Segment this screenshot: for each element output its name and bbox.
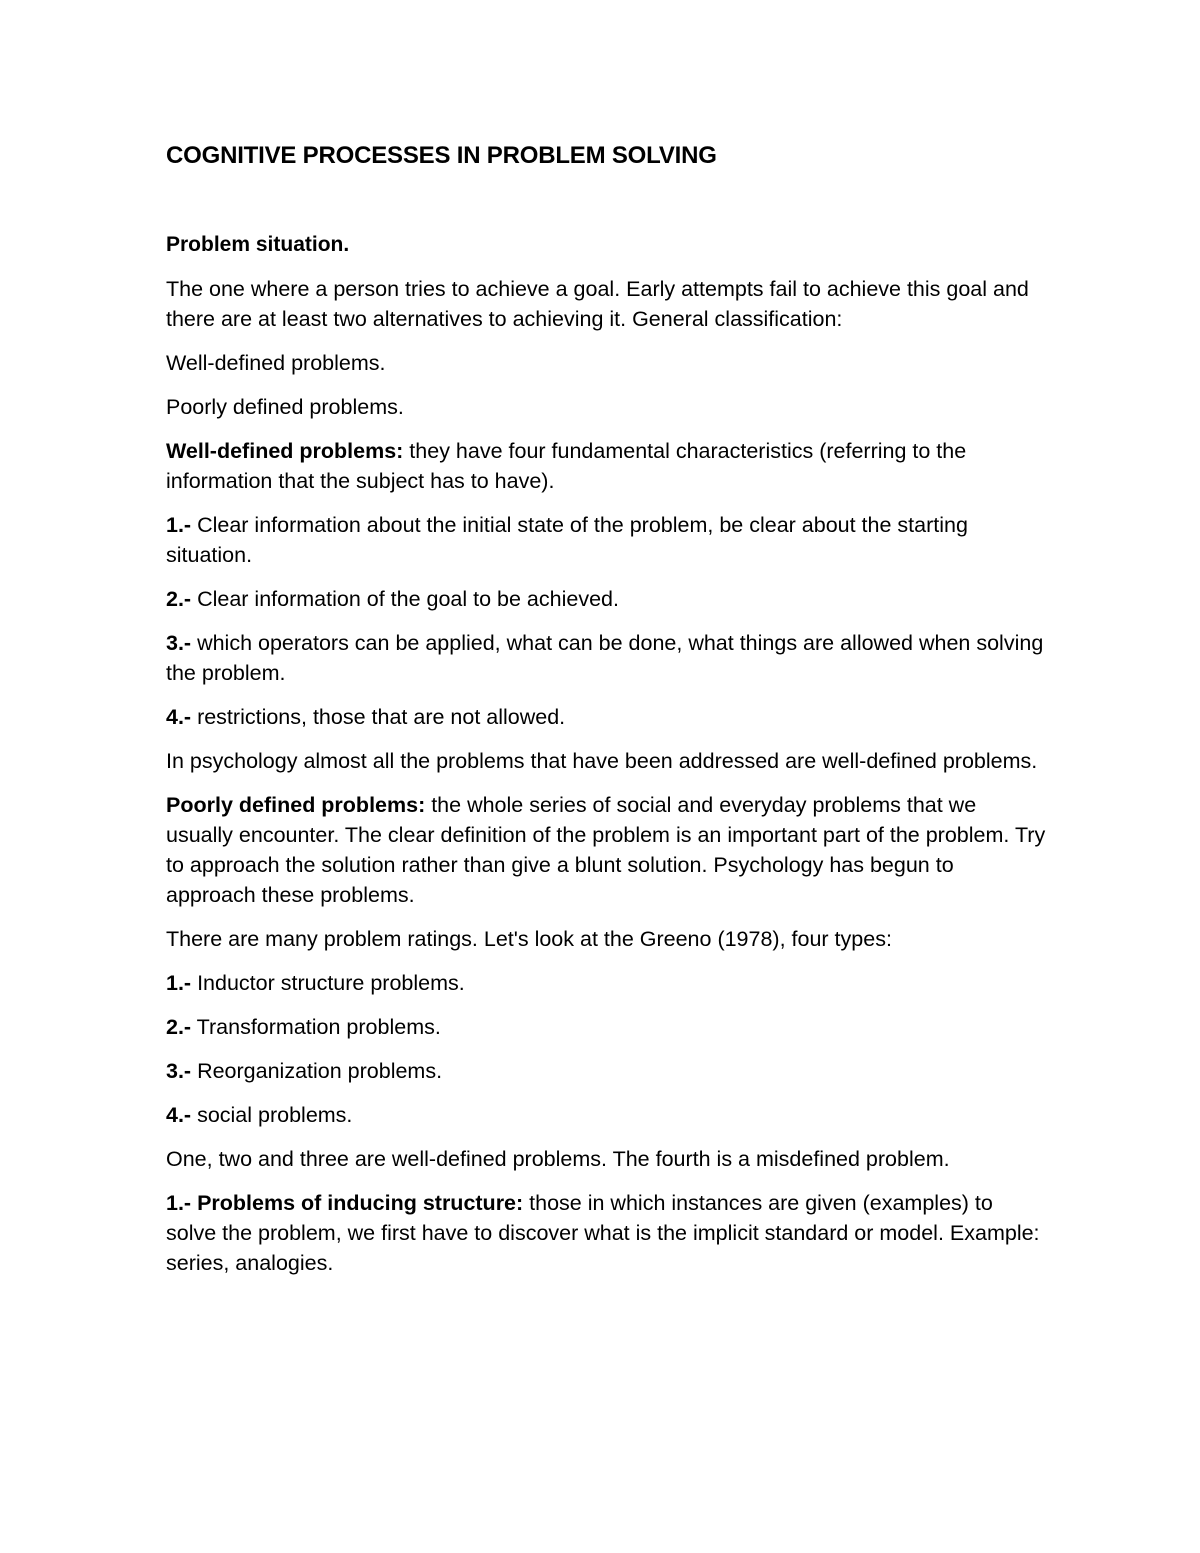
paragraph xyxy=(166,924,1046,954)
list-item xyxy=(166,1100,1046,1130)
list-item xyxy=(166,968,1046,998)
list-item xyxy=(166,584,1046,614)
list-item xyxy=(166,1056,1046,1086)
paragraph-text: they have four fundamental characteristics (referring to the information that the subject has to have). xyxy=(166,439,967,493)
list-item-number: 3.- xyxy=(166,1059,192,1083)
list-item-text: Inductor structure problems. xyxy=(191,971,465,995)
paragraph xyxy=(166,274,1046,334)
list-item-text: social problems. xyxy=(191,1103,353,1127)
list-item-number: 2.- xyxy=(166,1015,192,1039)
list-item-text: Clear information about the initial state of the problem, be clear about the starting situation. xyxy=(166,513,968,567)
list-item xyxy=(166,1012,1046,1042)
paragraph xyxy=(166,746,1046,776)
paragraph-text: The one where a person tries to achieve a goal. Early attempts fail to achieve this goal and there are at least two alternatives to achieving it. General classification: xyxy=(166,277,1029,331)
list-item xyxy=(166,628,1046,688)
list-item-text: Transformation problems. xyxy=(191,1015,441,1039)
paragraph xyxy=(166,1188,1046,1278)
paragraph xyxy=(166,392,1046,422)
section-heading: Problem situation. xyxy=(166,233,350,256)
paragraph-bold-lead: Well-defined problems: xyxy=(166,439,404,463)
list-item-text: which operators can be applied, what can be done, what things are allowed when solving the problem. xyxy=(166,631,1044,685)
paragraph-text: There are many problem ratings. Let's look at the Greeno (1978), four types: xyxy=(166,927,892,951)
list-item-number: 1.- xyxy=(166,513,192,537)
list-item-number: 2.- xyxy=(166,587,192,611)
list-item xyxy=(166,702,1046,732)
paragraph-text: One, two and three are well-defined problems. The fourth is a misdefined problem. xyxy=(166,1147,950,1171)
list-item-number: 1.- xyxy=(166,971,192,995)
paragraph xyxy=(166,1144,1046,1174)
list-item xyxy=(166,510,1046,570)
paragraph-text: In psychology almost all the problems that have been addressed are well-defined problems. xyxy=(166,749,1038,773)
document-page xyxy=(166,140,1046,1278)
list-item-text: Clear information of the goal to be achieved. xyxy=(191,587,619,611)
paragraph xyxy=(166,436,1046,496)
paragraph-text: those in which instances are given (examples) to solve the problem, we first have to discover what is the implicit standard or model. Example: series, analogies. xyxy=(166,1191,1040,1275)
paragraph-bold-lead: Poorly defined problems: xyxy=(166,793,426,817)
paragraph-text: Well-defined problems. xyxy=(166,351,386,375)
paragraph xyxy=(166,790,1046,910)
list-item-text: restrictions, those that are not allowed. xyxy=(191,705,566,729)
list-item-number: 3.- xyxy=(166,631,192,655)
list-item-text: Reorganization problems. xyxy=(191,1059,443,1083)
paragraph xyxy=(166,348,1046,378)
list-item-number: 4.- xyxy=(166,705,192,729)
list-item-number: 4.- xyxy=(166,1103,192,1127)
document-title: COGNITIVE PROCESSES IN PROBLEM SOLVING xyxy=(166,142,717,169)
paragraph-text: the whole series of social and everyday problems that we usually encounter. The clear definition of the problem is an important part of the problem. Try to approach the solution rather than give a blunt solution. Psychology has begun to approach these problems. xyxy=(166,793,1046,907)
paragraph-text: Poorly defined problems. xyxy=(166,395,404,419)
paragraph-bold-lead: 1.- Problems of inducing structure: xyxy=(166,1191,524,1215)
